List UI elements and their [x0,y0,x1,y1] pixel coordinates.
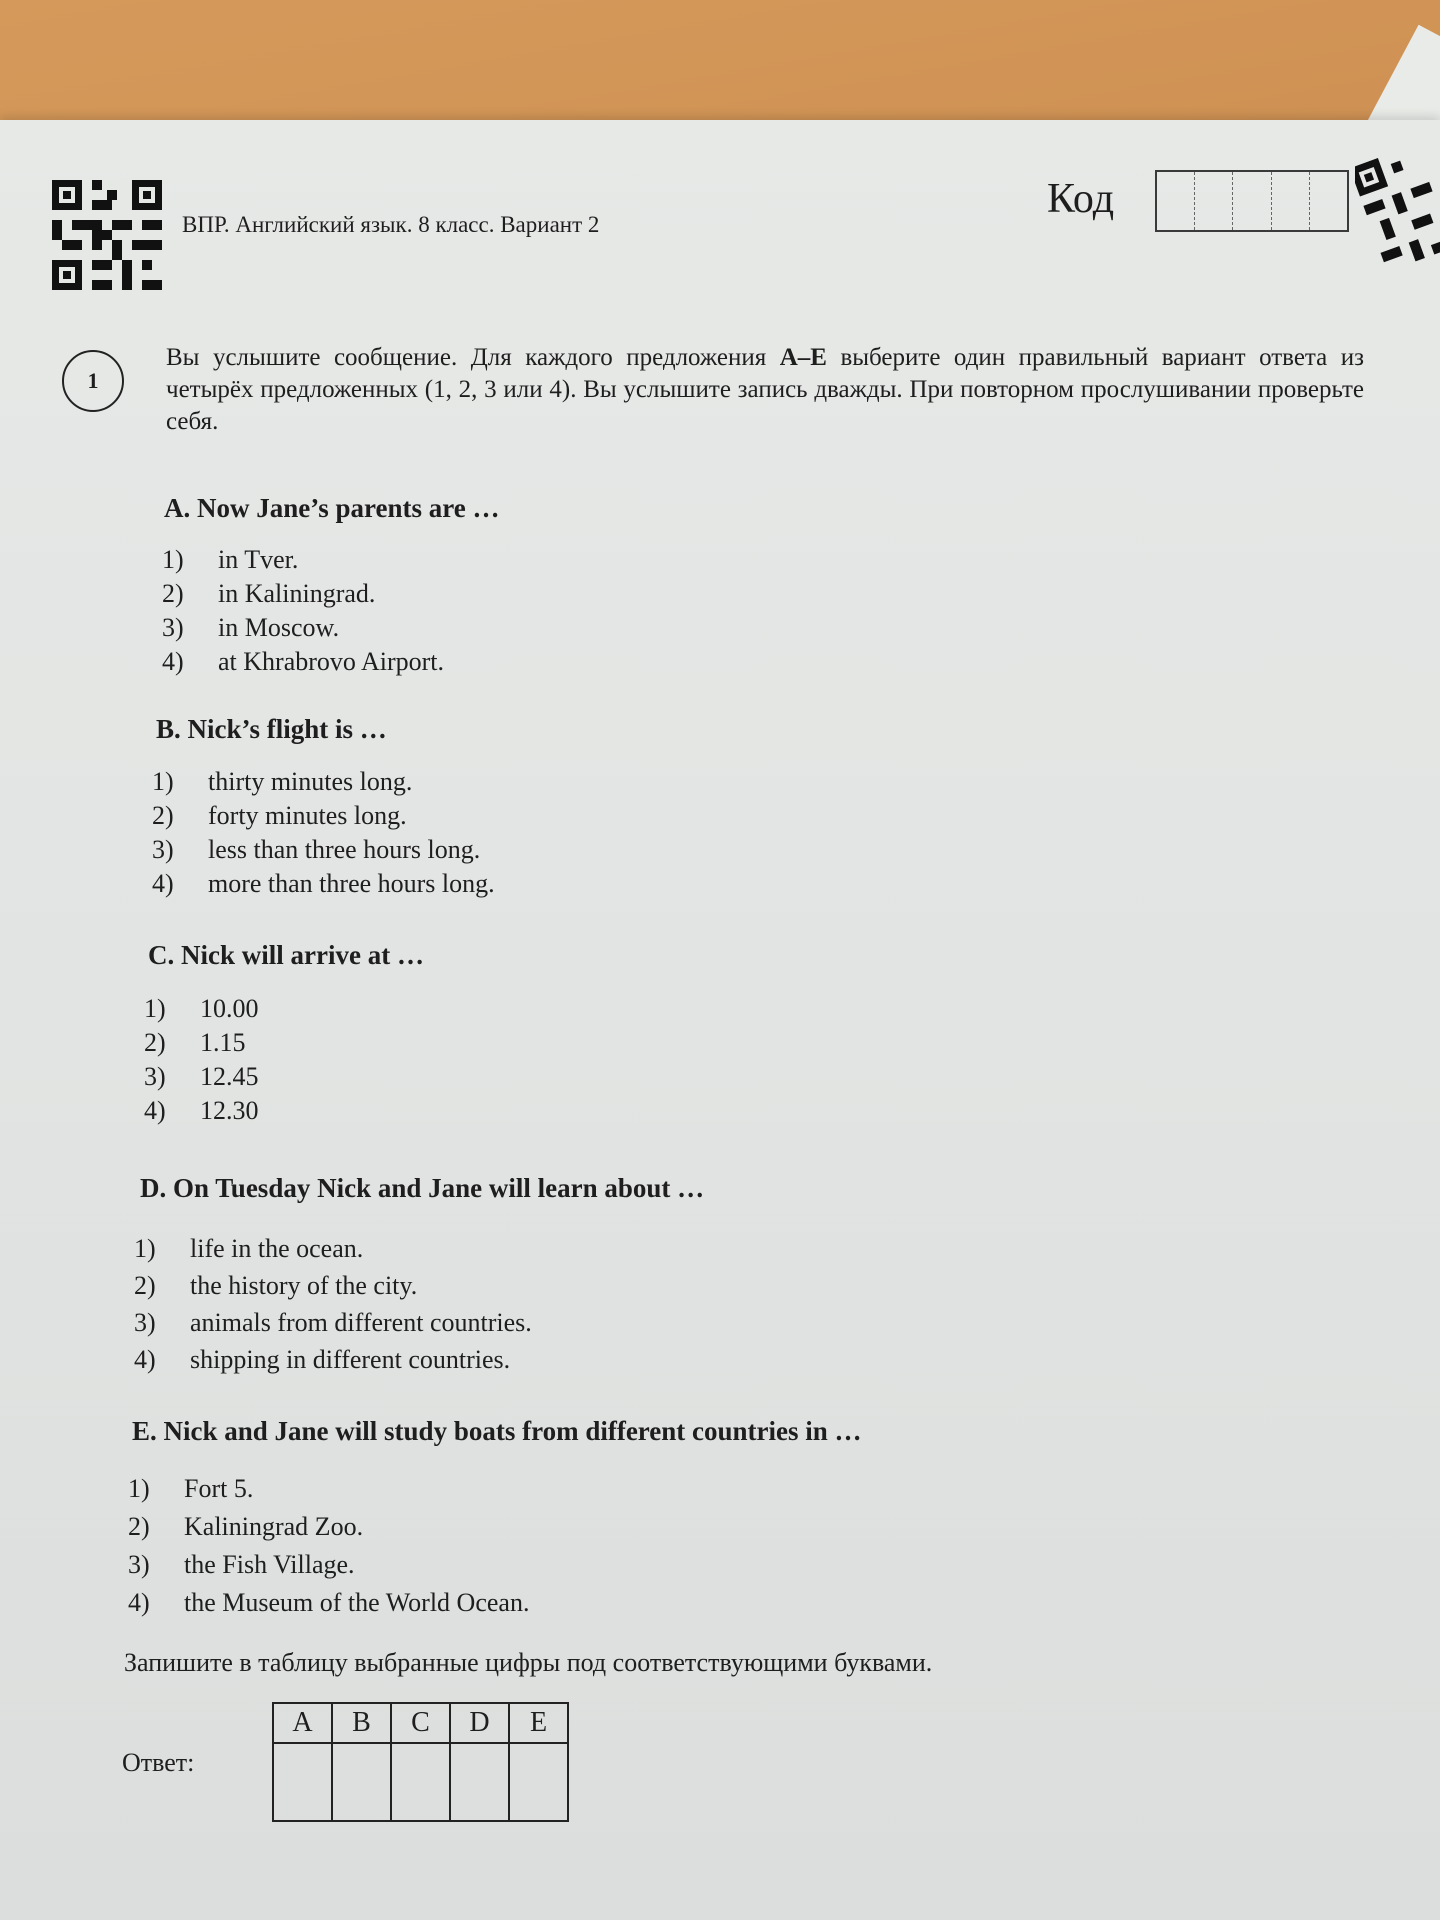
option[interactable] [144,1094,259,1128]
qr-code-icon [1355,145,1440,275]
options-c [144,992,259,1128]
option-text: at Khrabrovo Airport. [218,647,445,676]
option-text: the Fish Village. [184,1550,355,1579]
answer-column-header: B [332,1703,391,1743]
option[interactable] [134,1341,532,1378]
answer-cell[interactable] [509,1743,568,1821]
option-number: 2) [128,1512,150,1541]
option-text: the Museum of the World Ocean. [184,1588,530,1617]
options-e [128,1470,529,1622]
code-cell[interactable] [1310,172,1347,230]
document-header: ВПР. Английский язык. 8 класс. Вариант 2 [182,212,600,237]
option[interactable] [144,992,259,1026]
option-number: 4) [162,647,184,676]
answer-table-header [273,1703,568,1743]
option-number: 3) [128,1550,150,1579]
option-number: 2) [144,1028,166,1057]
answer-cell[interactable] [391,1743,450,1821]
task-number: 1 [62,350,124,412]
option-number: 3) [144,1062,166,1091]
answer-instruction: Запишите в таблицу выбранные цифры под соответствующими буквами. [124,1648,933,1677]
option-number: 1) [162,545,184,574]
answer-cell[interactable] [332,1743,391,1821]
option-text: life in the ocean. [190,1234,364,1263]
instruction-part: Вы услышите сообщение. Для каждого предложения [166,344,780,371]
option-text: the history of the city. [190,1271,418,1300]
option[interactable] [152,833,495,867]
option[interactable] [144,1026,259,1060]
answer-cell[interactable] [273,1743,332,1821]
question-a: A. Now Jane’s parents are … [164,493,500,523]
option-text: Kaliningrad Zoo. [184,1512,364,1541]
option-text: less than three hours long. [208,835,481,864]
question-c: C. Nick will arrive at … [148,940,424,970]
option[interactable] [162,611,444,645]
option-number: 3) [162,613,184,642]
code-input-boxes[interactable] [1155,170,1349,232]
answer-column-header: E [509,1703,568,1743]
answer-column-header: C [391,1703,450,1743]
option-number: 1) [134,1234,156,1263]
question-d: D. On Tuesday Nick and Jane will learn about … [140,1173,705,1203]
option[interactable] [162,543,444,577]
options-a [162,543,444,679]
option[interactable] [128,1508,529,1546]
answer-cell[interactable] [450,1743,509,1821]
question-b: B. Nick’s flight is … [156,714,387,744]
task-instruction [166,342,1364,438]
option-number: 2) [152,801,174,830]
answer-column-header: D [450,1703,509,1743]
code-label: Код [1047,176,1115,222]
option-text: more than three hours long. [208,869,495,898]
option-text: thirty minutes long. [208,767,413,796]
answer-label: Ответ: [122,1748,195,1777]
option-number: 1) [128,1474,150,1503]
instruction-part-bold: A–E [779,344,827,371]
instruction-part: выберите один правильный вариант ответа из четырёх предложенных (1, 2, 3 или 4). Вы услышите запись дважды. При повторном прослушивании проверьте себя. [166,344,1364,435]
option-number: 4) [144,1096,166,1125]
option-number: 4) [128,1588,150,1617]
option-text: 1.15 [200,1028,246,1057]
option-text: forty minutes long. [208,801,407,830]
option-text: Fort 5. [184,1474,254,1503]
code-cell[interactable] [1195,172,1233,230]
option-text: shipping in different countries. [190,1345,511,1374]
option-number: 1) [152,767,174,796]
options-d [134,1230,532,1378]
option[interactable] [144,1060,259,1094]
option-number: 4) [152,869,174,898]
options-b [152,765,495,901]
option[interactable] [162,577,444,611]
option-number: 3) [134,1308,156,1337]
option-number: 2) [162,579,184,608]
option-text: in Moscow. [218,613,340,642]
option-text: in Tver. [218,545,299,574]
option[interactable] [152,799,495,833]
question-e: E. Nick and Jane will study boats from different countries in … [132,1416,862,1446]
code-cell[interactable] [1272,172,1310,230]
answer-table-row [273,1743,568,1821]
option-number: 1) [144,994,166,1023]
option[interactable] [152,867,495,901]
option[interactable] [134,1230,532,1267]
option-text: animals from different countries. [190,1308,532,1337]
option-number: 2) [134,1271,156,1300]
answer-table [272,1702,569,1822]
option-text: 10.00 [200,994,259,1023]
qr-code-icon [52,180,162,290]
option-text: 12.30 [200,1096,259,1125]
option-text: in Kaliningrad. [218,579,376,608]
code-cell[interactable] [1157,172,1195,230]
option[interactable] [134,1267,532,1304]
option-number: 3) [152,835,174,864]
option-text: 12.45 [200,1062,259,1091]
code-cell[interactable] [1233,172,1271,230]
option[interactable] [128,1584,529,1622]
option[interactable] [152,765,495,799]
option[interactable] [128,1546,529,1584]
option[interactable] [134,1304,532,1341]
option-number: 4) [134,1345,156,1374]
option[interactable] [162,645,444,679]
answer-column-header: A [273,1703,332,1743]
option[interactable] [128,1470,529,1508]
